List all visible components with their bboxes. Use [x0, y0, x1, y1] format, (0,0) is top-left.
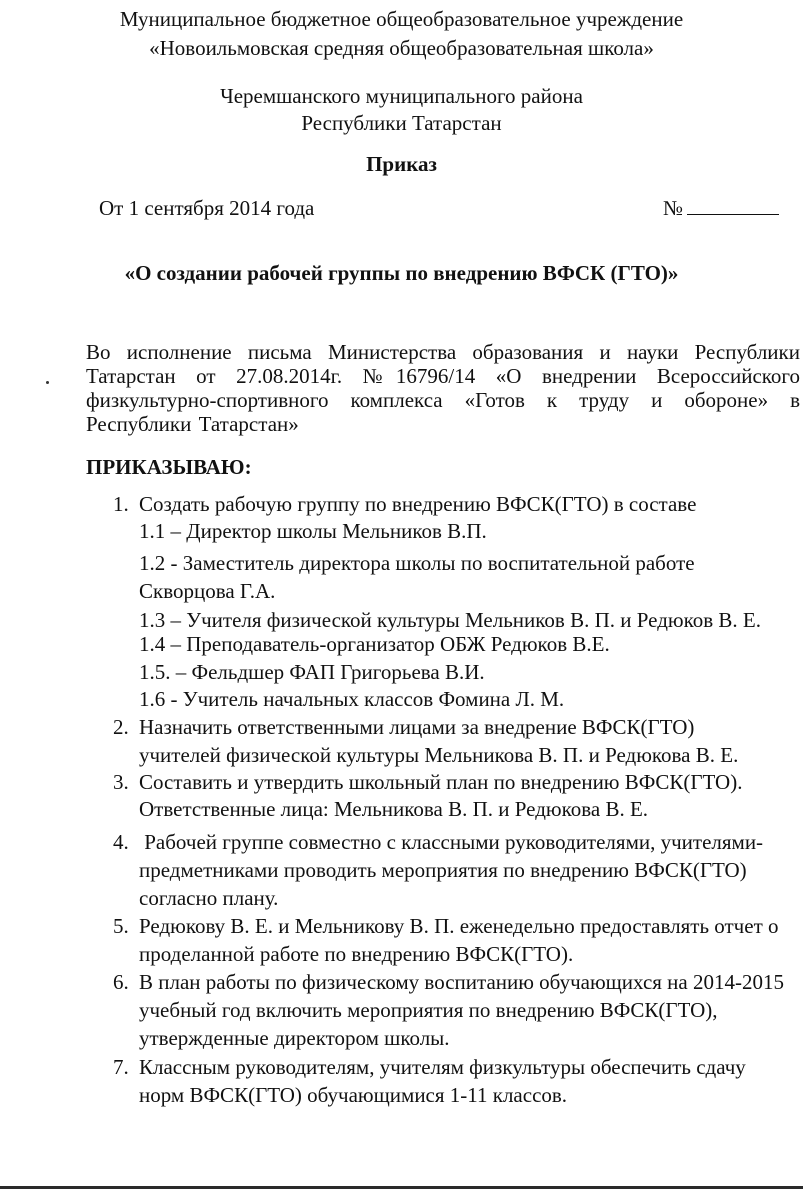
list-item-5-cont: проделанной работе по внедрению ВФСК(ГТО).	[139, 942, 574, 966]
item-text: Рабочей группе совместно с классными руководителями, учителями-	[139, 830, 764, 854]
order-number	[663, 196, 779, 220]
sub-item-1-3: 1.3 – Учителя физической культуры Мельников В. П. и Редюков В. Е.	[139, 608, 761, 632]
sub-item-1-1: 1.1 – Директор школы Мельников В.П.	[139, 519, 487, 543]
item-number: 5.	[113, 914, 129, 938]
item-text: Редюкову В. Е. и Мельникову В. П. еженедельно предоставлять отчет о	[139, 914, 779, 938]
sub-item-1-2-cont: Скворцова Г.А.	[139, 579, 276, 603]
republic-line: Республики Татарстан	[301, 111, 502, 135]
scan-speck	[46, 381, 49, 384]
list-item-6	[113, 970, 784, 994]
item-number: 1.	[113, 492, 129, 516]
list-item-1	[113, 492, 696, 516]
item-text: Создать рабочую группу по внедрению ВФСК(ГТО) в составе	[139, 492, 697, 516]
list-item-2-cont: учителей физической культуры Мельникова В. П. и Редюкова В. Е.	[139, 743, 739, 767]
sub-item-1-6: 1.6 - Учитель начальных классов Фомина Л. М.	[139, 687, 565, 711]
list-item-4	[113, 830, 763, 854]
list-item-7-cont: норм ВФСК(ГТО) обучающимися 1-11 классов.	[139, 1083, 568, 1107]
sub-item-1-5: 1.5. – Фельдшер ФАП Григорьева В.И.	[139, 660, 485, 684]
list-item-3-cont: Ответственные лица: Мельникова В. П. и Редюкова В. Е.	[139, 797, 649, 821]
school-name-line1: Муниципальное бюджетное общеобразовательное учреждение	[119, 7, 684, 31]
order-subject: «О создании рабочей группы по внедрению ВФСК (ГТО)»	[124, 261, 679, 285]
item-number: 7.	[113, 1055, 129, 1079]
number-blank	[687, 196, 779, 215]
list-item-2	[113, 715, 694, 739]
item-number: 3.	[113, 770, 129, 794]
item-number: 4.	[113, 830, 129, 854]
list-item-4-cont1: предметниками проводить мероприятия по внедрению ВФСК(ГТО)	[139, 858, 747, 882]
list-item-5	[113, 914, 779, 938]
sub-item-1-4: 1.4 – Преподаватель-организатор ОБЖ Редюков В.Е.	[139, 632, 610, 656]
item-number: 2.	[113, 715, 129, 739]
list-item-4-cont2: согласно плану.	[139, 886, 279, 910]
preamble: Во исполнение письма Министерства образования и науки Республики Татарстан от 27.08.2014г. №16796/14 «О внедрении Всероссийского физкультурно-спортивного комплекса «Готов к труду и обороне» в Республики Татарстан»	[86, 340, 800, 436]
list-item-6-cont1: учебный год включить мероприятия по внедрению ВФСК(ГТО),	[139, 998, 718, 1022]
order-date: От 1 сентября 2014 года	[99, 196, 315, 220]
document-title: Приказ	[366, 152, 437, 176]
item-text: Назначить ответственными лицами за внедрение ВФСК(ГТО)	[139, 715, 695, 739]
item-number: 6.	[113, 970, 129, 994]
item-text: Классным руководителям, учителям физкультуры обеспечить сдачу	[139, 1055, 746, 1079]
sub-item-1-2: 1.2 - Заместитель директора школы по воспитательной работе	[139, 551, 695, 575]
district-line: Черемшанского муниципального района	[220, 84, 583, 108]
list-item-7	[113, 1055, 746, 1079]
bottom-divider	[0, 1186, 803, 1189]
number-label: №	[663, 196, 684, 220]
order-word: ПРИКАЗЫВАЮ:	[86, 455, 252, 479]
school-name-line2: «Новоильмовская средняя общеобразовательная школа»	[149, 36, 654, 60]
list-item-3	[113, 770, 742, 794]
list-item-6-cont2: утвержденные директором школы.	[139, 1026, 450, 1050]
item-text: В план работы по физическому воспитанию обучающихся на 2014-2015	[139, 970, 784, 994]
item-text: Составить и утвердить школьный план по внедрению ВФСК(ГТО).	[139, 770, 743, 794]
